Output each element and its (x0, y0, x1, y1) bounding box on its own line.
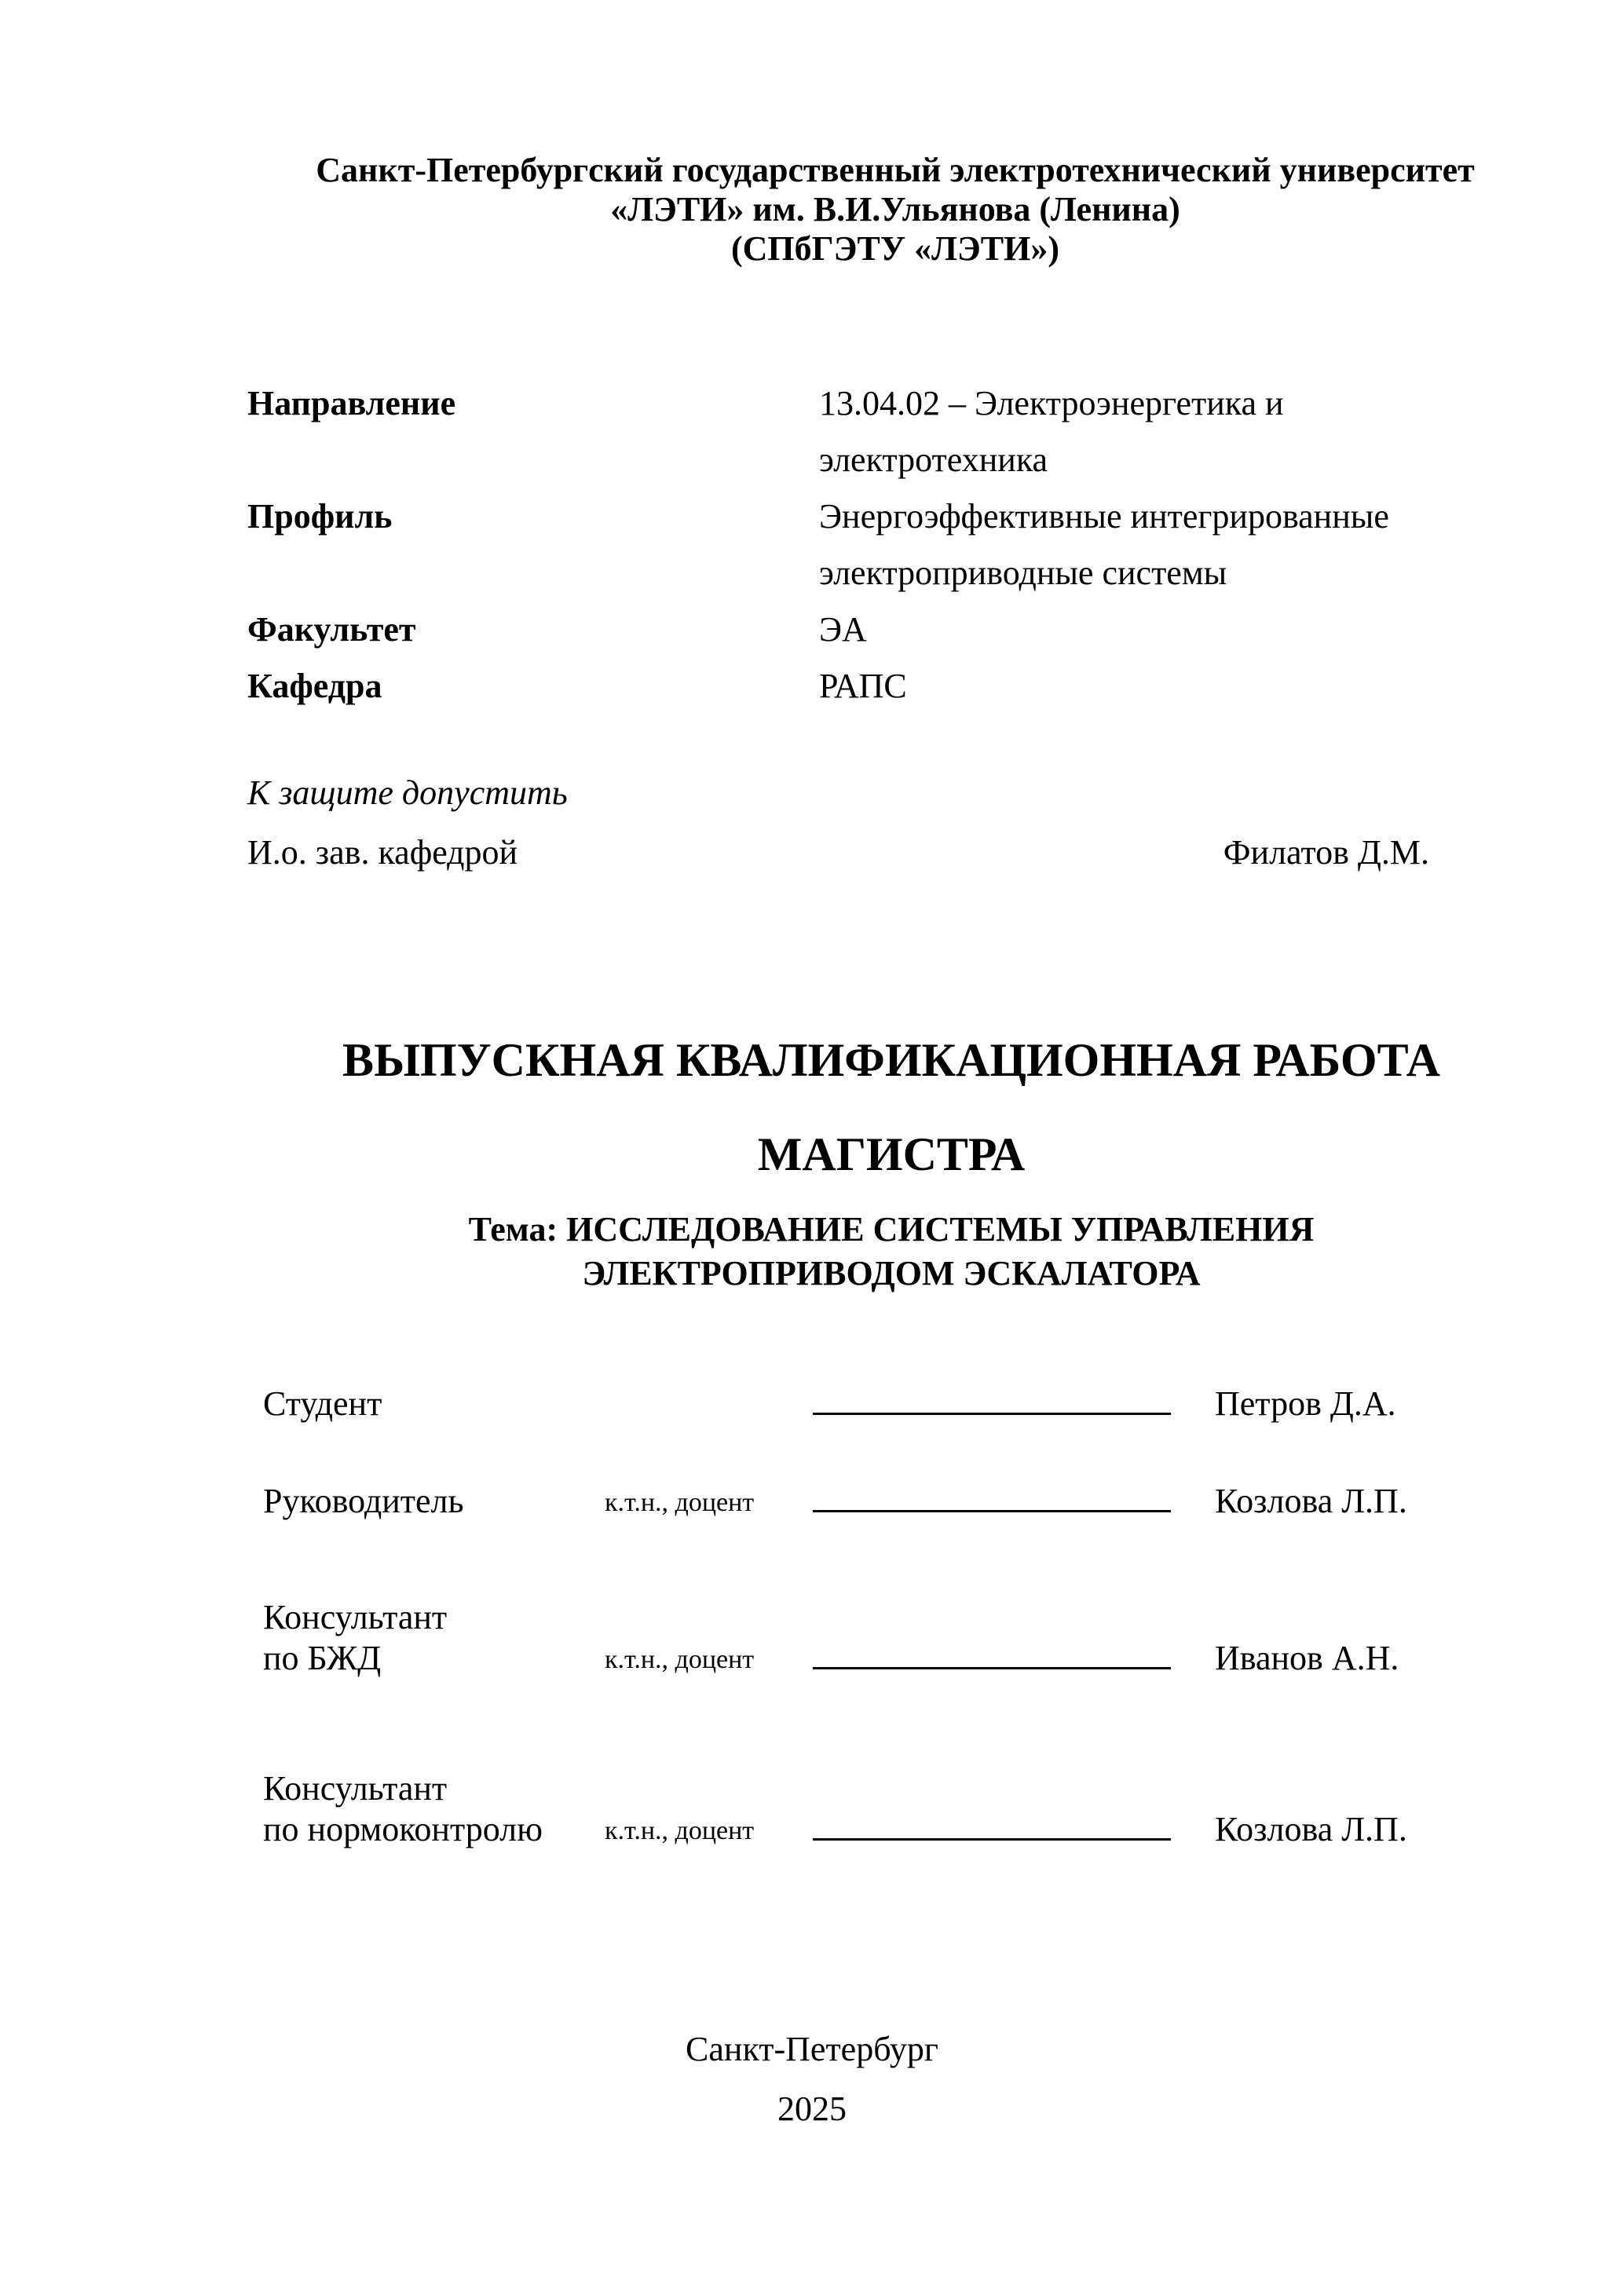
signature-role-line: по БЖД (263, 1639, 382, 1677)
info-label: Профиль (247, 497, 393, 536)
thesis-topic-line: Тема: ИССЛЕДОВАНИЕ СИСТЕМЫ УПРАВЛЕНИЯ (468, 1210, 1315, 1249)
thesis-title-block (204, 1013, 1578, 1296)
signature-line (813, 1838, 1171, 1841)
admission-block (247, 763, 1429, 883)
signature-row-safety-consultant (263, 1598, 1535, 1679)
signature-row-supervisor (263, 1465, 1535, 1522)
thesis-topic (204, 1208, 1578, 1296)
thesis-type-line: ВЫПУСКНАЯ КВАЛИФИКАЦИОННАЯ РАБОТА (342, 1034, 1440, 1086)
info-value (819, 658, 1504, 715)
info-value (819, 601, 1504, 658)
signature-role-line: Руководитель (263, 1482, 464, 1520)
info-value-line: электротехника (819, 441, 1048, 479)
signature-role-line: Консультант (263, 1598, 448, 1636)
info-label: Направление (247, 384, 456, 422)
info-row-department (247, 658, 1504, 715)
university-abbreviation: (СПбГЭТУ «ЛЭТИ») (731, 229, 1059, 268)
department-head-position: И.о. зав. кафедрой (247, 833, 518, 872)
signature-role (263, 1597, 447, 1679)
footer (0, 2020, 1624, 2139)
signature-name: Петров Д.А. (1215, 1384, 1396, 1423)
signature-line (813, 1413, 1171, 1415)
footer-city: Санкт-Петербург (686, 2030, 938, 2068)
signature-role (263, 1384, 382, 1424)
info-value-line: ЭА (819, 610, 867, 649)
info-value (819, 488, 1504, 601)
signature-row-normcontrol-consultant (263, 1769, 1535, 1850)
signature-degree: к.т.н., доцент (605, 1816, 755, 1845)
signature-role (263, 1481, 464, 1522)
thesis-type (204, 1013, 1578, 1201)
info-value-line: Энергоэффективные интегрированные (819, 497, 1389, 536)
info-row-direction (247, 375, 1504, 488)
info-value (819, 375, 1504, 488)
signature-name: Козлова Л.П. (1215, 1482, 1407, 1520)
university-name: Санкт-Петербургский государственный электротехнический университет (316, 151, 1475, 189)
signature-role-line: по нормоконтролю (263, 1810, 543, 1848)
admission-row (247, 823, 1429, 883)
signature-role-line: Консультант (263, 1769, 448, 1808)
signature-role (263, 1768, 543, 1850)
university-header (236, 151, 1555, 269)
info-value-line: РАПС (819, 667, 907, 705)
footer-year: 2025 (777, 2089, 847, 2128)
thesis-topic-line: ЭЛЕКТРОПРИВОДОМ ЭСКАЛАТОРА (582, 1254, 1201, 1292)
info-value-line: электроприводные системы (819, 554, 1227, 592)
department-head-name: Филатов Д.М. (1223, 833, 1429, 872)
signature-line (813, 1667, 1171, 1669)
program-info (247, 375, 1504, 715)
info-row-profile (247, 488, 1504, 601)
signature-name: Козлова Л.П. (1215, 1810, 1407, 1848)
signature-row-student (263, 1368, 1535, 1424)
signature-degree: к.т.н., доцент (605, 1488, 755, 1517)
info-value-line: 13.04.02 – Электроэнергетика и (819, 384, 1284, 422)
university-name-line2: «ЛЭТИ» им. В.И.Ульянова (Ленина) (610, 190, 1180, 229)
signature-role-line: Студент (263, 1384, 382, 1423)
info-row-faculty (247, 601, 1504, 658)
thesis-type-line: МАГИСТРА (757, 1128, 1026, 1180)
signature-degree: к.т.н., доцент (605, 1645, 755, 1674)
info-label: Факультет (247, 610, 416, 649)
admission-note: К защите допустить (247, 773, 568, 812)
signature-line (813, 1510, 1171, 1512)
signature-name: Иванов А.Н. (1215, 1639, 1399, 1677)
info-label: Кафедра (247, 667, 382, 705)
